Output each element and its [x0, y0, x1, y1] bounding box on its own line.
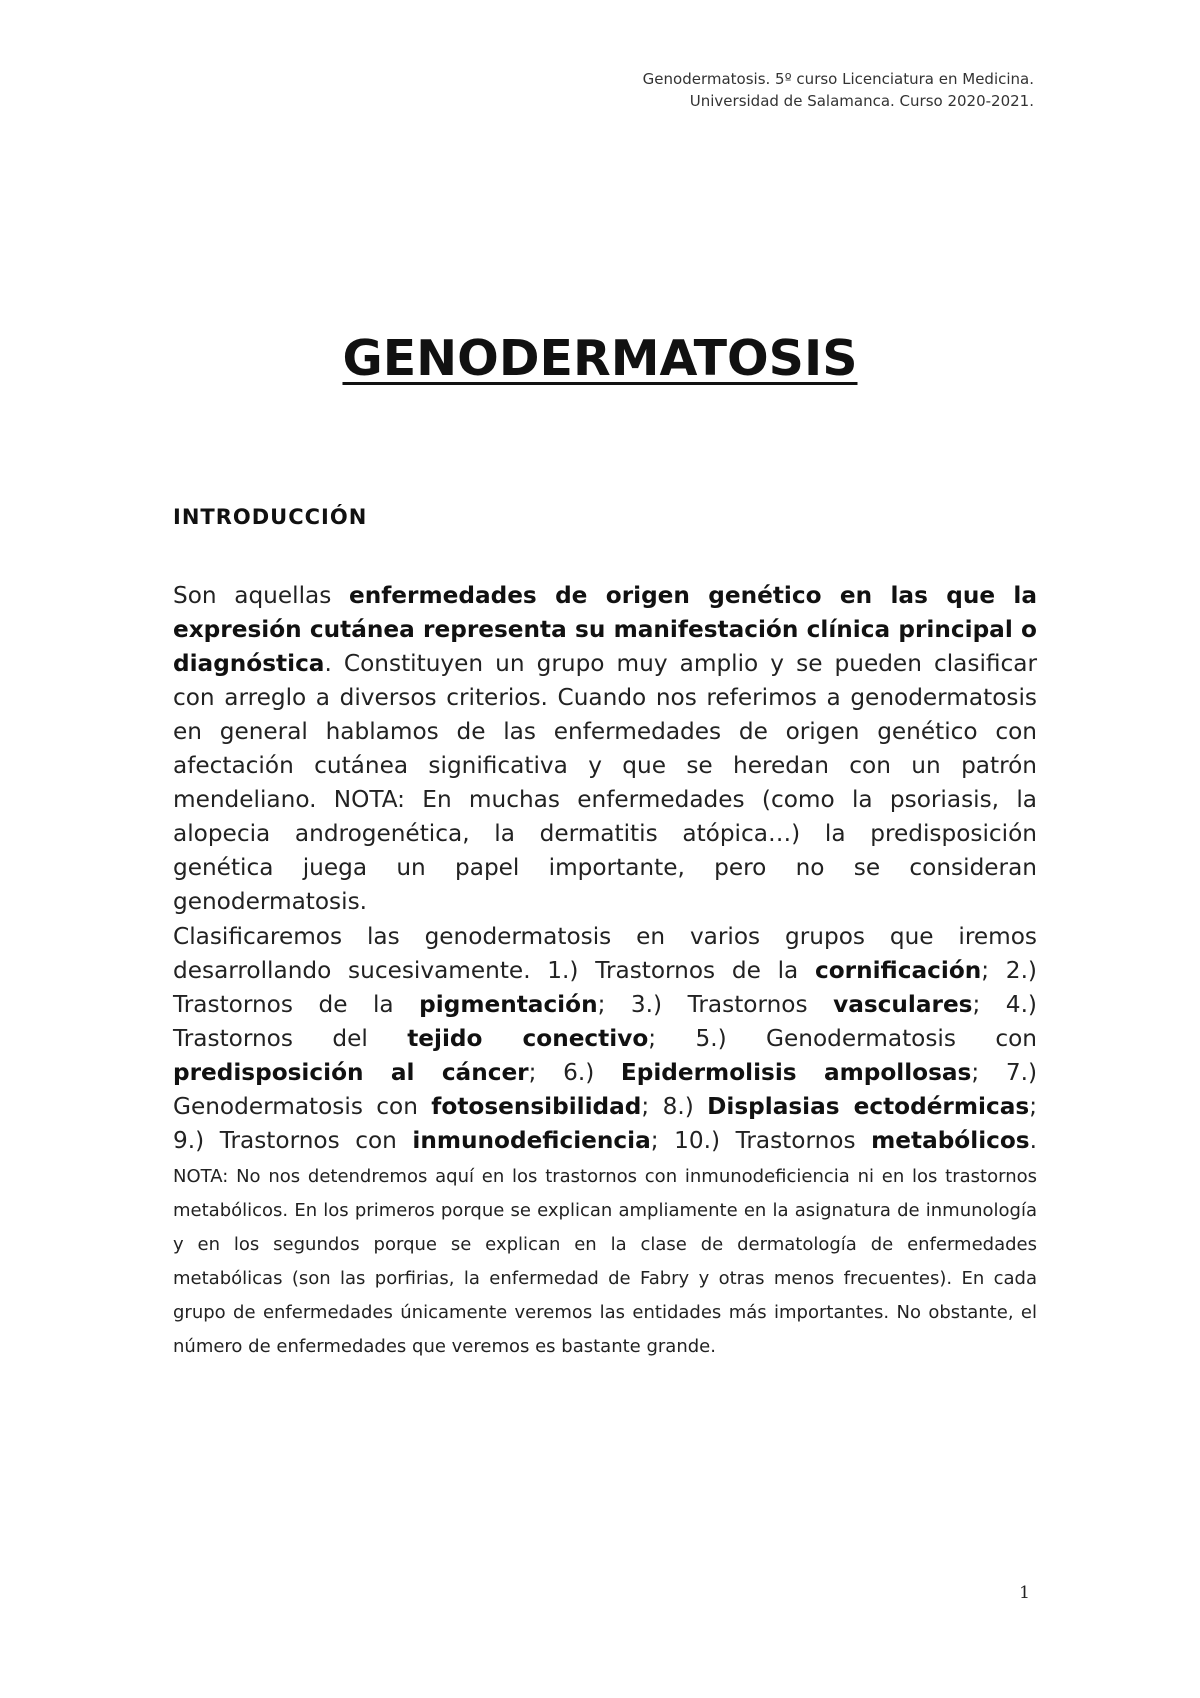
text-run: ; 3.) Trastornos: [597, 991, 834, 1018]
section-heading-introduccion: INTRODUCCIÓN: [173, 505, 368, 529]
header-line-1: Genodermatosis. 5º curso Licenciatura en Medicina.: [642, 70, 1034, 88]
bold-run: inmunodeficiencia: [412, 1127, 651, 1154]
document-title: GENODERMATOSIS: [342, 330, 858, 387]
text-run: ; 9.) Trastornos con: [173, 1093, 1037, 1154]
note-text: NOTA: No nos detendremos aquí en los trastornos con inmunodeficiencia ni en los trastornos metabólicos. En los primeros porque se explican ampliamente en la asignatura de inmunología y en los segundos porque se explican en la clase de dermatología de enfermedades metabólicas (son las porfirias, la enfermedad de Fabry y otras menos frecuentes). En cada grupo de enfermedades únicamente veremos las entidades más importantes. No obstante, el número de enfermedades que veremos es bastante grande.: [173, 1166, 1037, 1357]
bold-run: vasculares: [833, 991, 973, 1018]
header-line-2: Universidad de Salamanca. Curso 2020-2021.: [689, 92, 1034, 110]
text-run: Son aquellas: [173, 582, 349, 609]
bold-run: cornificación: [814, 957, 982, 984]
text-run: ; 7.) Genodermatosis con: [173, 1059, 1037, 1120]
bold-run: metabólicos: [871, 1127, 1030, 1154]
text-run: .: [1029, 1127, 1037, 1154]
page-number: 1: [1019, 1583, 1030, 1603]
text-run: ; 4.) Trastornos del: [173, 991, 1037, 1052]
text-run: ; 5.) Genodermatosis con: [648, 1025, 1037, 1052]
text-run: . Constituyen un grupo muy amplio y se pueden clasificar con arreglo a diversos criterios. Cuando nos referimos a genodermatosis en general hablamos de las enfermedades de origen genético con afectación cutánea significativa y que se heredan con un patrón mendeliano. NOTA: En muchas enfermedades (como la psoriasis, la alopecia androgenética, la dermatitis atópica…) la predisposición genética juega un papel importante, pero no se consideran genodermatosis.: [173, 650, 1037, 915]
page-header: [274, 68, 1034, 112]
bold-run: tejido conectivo: [407, 1025, 649, 1052]
text-run: ; 6.): [528, 1059, 621, 1086]
text-run: ; 10.) Trastornos: [650, 1127, 872, 1154]
bold-run: Displasias ectodérmicas: [707, 1093, 1030, 1120]
bold-run: Epidermolisis ampollosas: [620, 1059, 972, 1086]
text-run: ; 2.) Trastornos de la: [173, 957, 1037, 1018]
bold-run: pigmentación: [419, 991, 598, 1018]
bold-run: enfermedades de origen genético en las que la expresión cutánea representa su manifestación clínica principal o diagnóstica: [173, 582, 1038, 677]
bold-run: predisposición al cáncer: [173, 1059, 529, 1086]
paragraph-definition: [173, 579, 1037, 919]
bold-run: fotosensibilidad: [431, 1093, 642, 1120]
text-run: ; 8.): [641, 1093, 708, 1120]
paragraph-classification: [173, 920, 1037, 1362]
text-run: Clasificaremos las genodermatosis en varios grupos que iremos desarrollando sucesivamente. 1.) Trastornos de la: [173, 923, 1037, 984]
